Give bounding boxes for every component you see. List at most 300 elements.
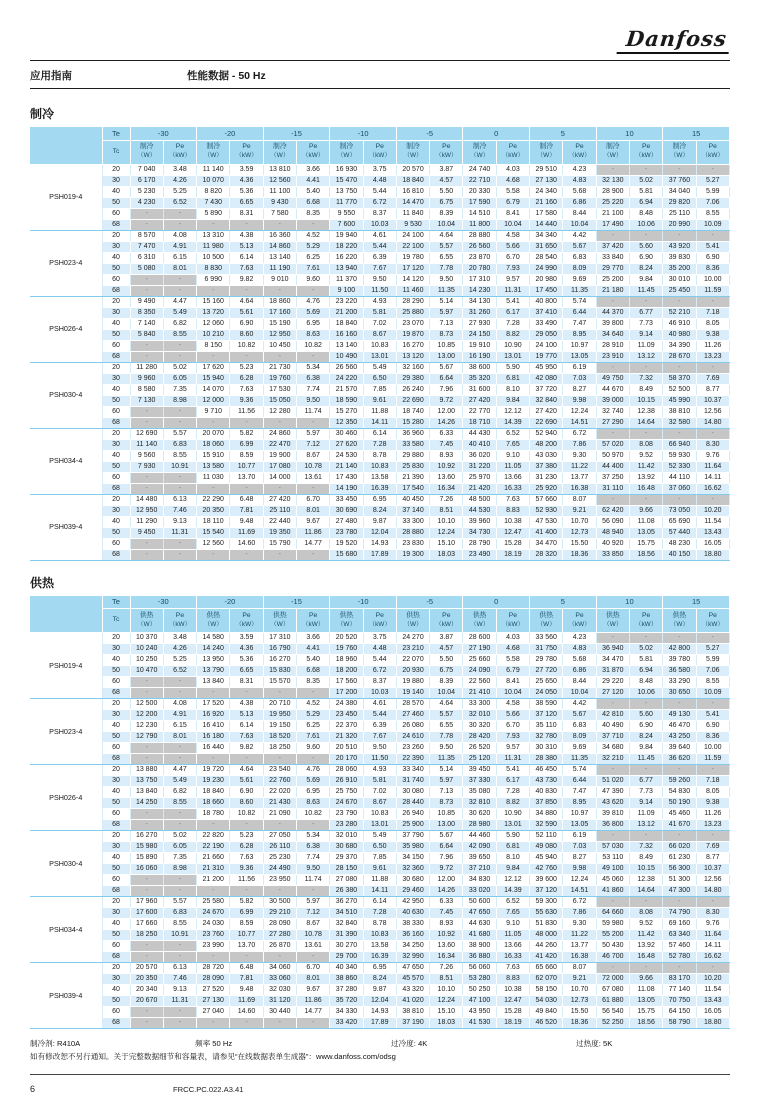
- data-cell: 5.41: [696, 241, 729, 252]
- data-cell: 15 280: [396, 417, 429, 428]
- data-cell: 8.63: [296, 329, 329, 340]
- data-cell: 46 470: [663, 721, 696, 732]
- data-cell: 20 990: [663, 219, 696, 230]
- data-cell: 11 770: [330, 197, 363, 208]
- data-cell: 7.35: [163, 384, 196, 395]
- data-cell: 8.51: [430, 505, 463, 516]
- data-cell: 11.08: [629, 985, 662, 996]
- power-column-header: Pe （kW）: [163, 140, 196, 164]
- data-cell: 11 030: [197, 472, 230, 483]
- data-cell: 10.37: [696, 395, 729, 406]
- data-cell: 5.66: [496, 710, 529, 721]
- data-cell: -: [130, 285, 163, 296]
- data-cell: 25 650: [530, 677, 563, 688]
- data-cell: 4.38: [230, 699, 263, 710]
- data-cell: 5.57: [163, 897, 196, 908]
- data-cell: 20 570: [396, 164, 429, 175]
- data-cell: 15 270: [330, 406, 363, 417]
- data-cell: 10.83: [363, 930, 396, 941]
- data-cell: 42 080: [530, 373, 563, 384]
- data-cell: 23 220: [330, 296, 363, 307]
- data-cell: 4.42: [563, 699, 596, 710]
- data-cell: -: [629, 765, 662, 776]
- data-cell: 30 270: [330, 941, 363, 952]
- data-cell: 37 420: [596, 241, 629, 252]
- data-cell: 24 530: [330, 450, 363, 461]
- te-value-header: -20: [197, 127, 264, 140]
- data-cell: 22 760: [263, 776, 296, 787]
- data-cell: 8.83: [496, 505, 529, 516]
- model-block: [30, 296, 730, 362]
- data-cell: -: [197, 886, 230, 897]
- data-cell: 45 940: [530, 853, 563, 864]
- data-cell: 12 000: [197, 395, 230, 406]
- data-cell: 16 360: [263, 230, 296, 241]
- power-column-header: Pe （kW）: [629, 140, 662, 164]
- data-cell: 4.61: [363, 230, 396, 241]
- data-cell: 9.72: [430, 864, 463, 875]
- data-cell: 21 200: [197, 875, 230, 886]
- data-cell: 5.99: [696, 655, 729, 666]
- data-cell: -: [130, 941, 163, 952]
- data-cell: 23 450: [330, 710, 363, 721]
- te-value-header: 0: [463, 127, 530, 140]
- data-cell: 18 590: [330, 395, 363, 406]
- data-cell: 32 010: [330, 831, 363, 842]
- data-cell: -: [163, 549, 196, 560]
- data-cell: 32 840: [530, 395, 563, 406]
- data-cell: 7.61: [296, 732, 329, 743]
- data-cell: 7.69: [696, 842, 729, 853]
- data-cell: -: [130, 743, 163, 754]
- data-cell: 32 740: [596, 406, 629, 417]
- data-cell: 5.57: [430, 710, 463, 721]
- data-cell: 38 590: [530, 699, 563, 710]
- tc-value: 50: [102, 527, 130, 538]
- table-row: [30, 483, 730, 494]
- data-cell: 7.67: [363, 732, 396, 743]
- data-cell: 22 370: [330, 721, 363, 732]
- data-cell: 37 760: [663, 175, 696, 186]
- data-cell: -: [596, 831, 629, 842]
- data-cell: 30 620: [463, 809, 496, 820]
- data-cell: 7.96: [430, 853, 463, 864]
- data-cell: 6.17: [496, 776, 529, 787]
- data-cell: 32 030: [263, 985, 296, 996]
- data-cell: 13.70: [230, 472, 263, 483]
- capacity-column-header: 供热 （W）: [396, 609, 429, 633]
- data-cell: 14 190: [330, 483, 363, 494]
- data-cell: 16.05: [696, 538, 729, 549]
- table-row: [30, 666, 730, 677]
- data-cell: 23 910: [596, 351, 629, 362]
- data-cell: 29 370: [330, 853, 363, 864]
- data-cell: 6.33: [430, 428, 463, 439]
- data-cell: 17 580: [530, 208, 563, 219]
- data-cell: 33 300: [396, 516, 429, 527]
- data-cell: -: [230, 1018, 263, 1029]
- data-cell: 11 190: [263, 263, 296, 274]
- data-cell: 41 670: [663, 820, 696, 831]
- data-cell: 8.36: [696, 732, 729, 743]
- data-cell: 13.12: [629, 351, 662, 362]
- data-cell: 9 010: [263, 274, 296, 285]
- data-cell: 5.40: [296, 655, 329, 666]
- data-cell: 30 680: [396, 875, 429, 886]
- data-cell: 10 450: [263, 340, 296, 351]
- data-cell: 20 330: [463, 186, 496, 197]
- data-cell: -: [230, 952, 263, 963]
- data-cell: 7.93: [496, 732, 529, 743]
- data-cell: 57 440: [663, 527, 696, 538]
- data-cell: 72 000: [596, 974, 629, 985]
- data-cell: 7.18: [696, 776, 729, 787]
- data-cell: 6.39: [363, 721, 396, 732]
- data-cell: 13.70: [230, 941, 263, 952]
- data-cell: 52 930: [530, 505, 563, 516]
- data-cell: -: [230, 351, 263, 362]
- data-cell: 5.74: [563, 765, 596, 776]
- data-cell: 4.47: [163, 765, 196, 776]
- data-cell: 3.48: [163, 164, 196, 175]
- data-cell: 33 450: [330, 494, 363, 505]
- data-cell: 8.55: [163, 919, 196, 930]
- data-cell: 48 000: [530, 930, 563, 941]
- data-cell: 3.87: [430, 164, 463, 175]
- data-cell: 9.50: [430, 743, 463, 754]
- data-cell: 24 050: [530, 688, 563, 699]
- data-cell: 7.69: [696, 373, 729, 384]
- data-cell: 18.03: [430, 1018, 463, 1029]
- data-cell: 4.47: [163, 296, 196, 307]
- data-cell: 16.38: [563, 952, 596, 963]
- tc-value: 60: [102, 538, 130, 549]
- data-cell: -: [696, 897, 729, 908]
- data-cell: 19 760: [263, 373, 296, 384]
- data-cell: 29 880: [396, 450, 429, 461]
- data-cell: 41 020: [396, 996, 429, 1007]
- data-cell: 8.31: [230, 208, 263, 219]
- data-cell: 45 570: [396, 974, 429, 985]
- data-cell: 50 970: [596, 450, 629, 461]
- data-cell: 8.39: [430, 208, 463, 219]
- data-cell: 8.82: [496, 798, 529, 809]
- data-cell: 10 240: [130, 644, 163, 655]
- tc-value: 50: [102, 329, 130, 340]
- data-cell: -: [696, 230, 729, 241]
- header-rule-bottom: [30, 88, 730, 89]
- data-cell: 10.77: [230, 461, 263, 472]
- table-row: [30, 428, 730, 439]
- data-cell: 8.93: [430, 919, 463, 930]
- data-cell: 26 560: [463, 241, 496, 252]
- data-cell: -: [130, 1018, 163, 1029]
- data-cell: 12.04: [363, 527, 396, 538]
- table-row: [30, 886, 730, 897]
- data-cell: 30 460: [330, 428, 363, 439]
- data-cell: 8.24: [629, 732, 662, 743]
- data-cell: 13.05: [629, 527, 662, 538]
- data-cell: 38 810: [396, 1007, 429, 1018]
- data-cell: 10.09: [696, 688, 729, 699]
- data-cell: 64 150: [663, 1007, 696, 1018]
- data-cell: -: [696, 428, 729, 439]
- data-cell: 7.47: [563, 787, 596, 798]
- data-cell: 7.85: [363, 384, 396, 395]
- data-cell: 23 210: [396, 644, 429, 655]
- header-rule-top: [30, 60, 730, 61]
- data-cell: 9.13: [163, 985, 196, 996]
- data-cell: 9.38: [696, 329, 729, 340]
- data-cell: 6.99: [230, 439, 263, 450]
- data-cell: 33 420: [330, 1018, 363, 1029]
- data-cell: 26 910: [330, 776, 363, 787]
- data-cell: -: [629, 831, 662, 842]
- data-cell: 13.43: [696, 996, 729, 1007]
- data-cell: 59 980: [596, 919, 629, 930]
- data-cell: 40 920: [596, 538, 629, 549]
- data-cell: 11.09: [629, 809, 662, 820]
- data-cell: -: [296, 483, 329, 494]
- data-cell: 13.61: [296, 472, 329, 483]
- data-cell: 11.31: [496, 754, 529, 765]
- data-cell: 7.03: [563, 373, 596, 384]
- data-cell: 6.55: [430, 721, 463, 732]
- data-cell: 6.72: [563, 428, 596, 439]
- model-name: PSH019-4: [30, 633, 102, 699]
- data-cell: -: [596, 699, 629, 710]
- data-cell: 13 720: [197, 307, 230, 318]
- data-cell: 12 790: [130, 732, 163, 743]
- data-cell: 17 200: [330, 688, 363, 699]
- capacity-column-header: 供热 （W）: [663, 609, 696, 633]
- power-column-header: Pe （kW）: [363, 609, 396, 633]
- tc-value: 30: [102, 842, 130, 853]
- data-cell: 66 020: [663, 842, 696, 853]
- data-cell: 4.83: [563, 644, 596, 655]
- tc-value: 40: [102, 384, 130, 395]
- data-cell: 11.50: [363, 285, 396, 296]
- data-cell: 22 440: [263, 516, 296, 527]
- data-cell: 17 080: [263, 461, 296, 472]
- data-cell: 29 820: [663, 197, 696, 208]
- model-name: PSH034-4: [30, 897, 102, 963]
- data-cell: -: [263, 688, 296, 699]
- data-cell: 7.45: [430, 908, 463, 919]
- data-cell: 11.22: [563, 930, 596, 941]
- data-cell: 17.89: [363, 1018, 396, 1029]
- data-cell: 31 650: [530, 241, 563, 252]
- data-cell: 26 380: [330, 886, 363, 897]
- tc-value: 30: [102, 175, 130, 186]
- data-cell: 10.00: [696, 743, 729, 754]
- data-cell: 13 810: [263, 164, 296, 175]
- data-cell: 36 580: [663, 666, 696, 677]
- data-cell: -: [230, 417, 263, 428]
- data-cell: 10.90: [496, 809, 529, 820]
- data-cell: 21 730: [263, 362, 296, 373]
- data-cell: 34 470: [596, 655, 629, 666]
- data-cell: 16 920: [197, 710, 230, 721]
- data-cell: 9.52: [629, 450, 662, 461]
- data-cell: 9.21: [563, 974, 596, 985]
- data-cell: 12.00: [430, 406, 463, 417]
- data-cell: 7 130: [130, 395, 163, 406]
- tc-value: 30: [102, 505, 130, 516]
- tc-value: 20: [102, 633, 130, 644]
- data-cell: 8.01: [163, 263, 196, 274]
- data-cell: 6.14: [230, 721, 263, 732]
- data-cell: 7 470: [130, 241, 163, 252]
- data-cell: 10.91: [163, 461, 196, 472]
- data-cell: 23 540: [263, 765, 296, 776]
- power-column-header: Pe （kW）: [496, 140, 529, 164]
- data-cell: 6.50: [363, 373, 396, 384]
- data-cell: 7 600: [330, 219, 363, 230]
- tc-value: 30: [102, 307, 130, 318]
- power-column-header: Pe （kW）: [563, 140, 596, 164]
- tc-value: 40: [102, 186, 130, 197]
- data-cell: -: [263, 1018, 296, 1029]
- data-cell: 8.05: [696, 318, 729, 329]
- data-cell: 34 040: [663, 186, 696, 197]
- model-block: [30, 897, 730, 963]
- data-cell: 27 120: [596, 688, 629, 699]
- data-cell: 4.26: [163, 644, 196, 655]
- tc-value: 68: [102, 417, 130, 428]
- data-cell: 17 120: [396, 263, 429, 274]
- data-cell: 11.69: [230, 527, 263, 538]
- data-cell: 14.26: [430, 417, 463, 428]
- tc-value: 68: [102, 952, 130, 963]
- data-cell: 10.91: [163, 930, 196, 941]
- data-cell: 8.55: [163, 329, 196, 340]
- data-cell: 25 970: [463, 472, 496, 483]
- data-cell: 11.56: [230, 875, 263, 886]
- data-cell: 18 220: [330, 241, 363, 252]
- data-cell: 6.70: [296, 963, 329, 974]
- data-cell: 12.47: [496, 527, 529, 538]
- data-cell: 56 090: [596, 516, 629, 527]
- data-cell: 6.14: [230, 252, 263, 263]
- data-cell: 30 650: [663, 688, 696, 699]
- tc-label: Tc: [102, 140, 130, 164]
- data-cell: 18 250: [263, 743, 296, 754]
- data-cell: 13.05: [563, 351, 596, 362]
- data-cell: 6.52: [496, 897, 529, 908]
- data-cell: 5.61: [230, 776, 263, 787]
- data-cell: 23 830: [396, 538, 429, 549]
- data-cell: 31 740: [396, 776, 429, 787]
- data-cell: 12 560: [197, 538, 230, 549]
- data-cell: 21 320: [330, 732, 363, 743]
- data-cell: 20 980: [530, 274, 563, 285]
- data-cell: 14 070: [197, 384, 230, 395]
- data-cell: 11 370: [330, 274, 363, 285]
- data-cell: 9 530: [396, 219, 429, 230]
- capacity-column-header: 制冷 （W）: [197, 140, 230, 164]
- table-row: [30, 853, 730, 864]
- data-cell: 21 390: [396, 472, 429, 483]
- data-cell: 5.49: [363, 831, 396, 842]
- data-cell: 10.85: [430, 340, 463, 351]
- data-cell: 50 250: [463, 985, 496, 996]
- data-cell: 66 940: [663, 439, 696, 450]
- data-cell: 37 060: [663, 483, 696, 494]
- data-cell: 23 950: [263, 875, 296, 886]
- data-cell: -: [130, 219, 163, 230]
- data-cell: 34 510: [330, 908, 363, 919]
- data-cell: 25 200: [596, 274, 629, 285]
- power-column-header: Pe （kW）: [496, 609, 529, 633]
- data-cell: 17 660: [130, 919, 163, 930]
- data-cell: 11.22: [563, 461, 596, 472]
- data-cell: 24 490: [263, 864, 296, 875]
- table-row: [30, 985, 730, 996]
- data-cell: 19 780: [396, 252, 429, 263]
- data-cell: 65 690: [663, 516, 696, 527]
- data-cell: 52 780: [663, 952, 696, 963]
- data-cell: 11.64: [696, 930, 729, 941]
- data-cell: 11.56: [230, 406, 263, 417]
- data-cell: 14.11: [363, 417, 396, 428]
- data-cell: 12.73: [563, 527, 596, 538]
- data-cell: 4.61: [363, 699, 396, 710]
- data-cell: 29 770: [596, 263, 629, 274]
- data-cell: 44 400: [596, 461, 629, 472]
- data-cell: 13.66: [496, 941, 529, 952]
- data-cell: 6.81: [496, 373, 529, 384]
- data-cell: -: [596, 765, 629, 776]
- data-cell: 15.50: [563, 538, 596, 549]
- data-cell: 13.23: [696, 351, 729, 362]
- table-row: [30, 549, 730, 560]
- data-cell: 27 720: [530, 666, 563, 677]
- data-cell: -: [296, 820, 329, 831]
- data-cell: 6.52: [163, 197, 196, 208]
- data-cell: 8.24: [629, 263, 662, 274]
- data-cell: 62 420: [596, 505, 629, 516]
- data-cell: 27 460: [396, 710, 429, 721]
- data-cell: 28 880: [463, 230, 496, 241]
- data-cell: 23 870: [463, 252, 496, 263]
- data-cell: 27 620: [330, 439, 363, 450]
- data-cell: 6.86: [563, 666, 596, 677]
- data-cell: 16.34: [430, 483, 463, 494]
- data-cell: 9 550: [330, 208, 363, 219]
- data-cell: 5.67: [430, 831, 463, 842]
- data-cell: 20 670: [130, 996, 163, 1007]
- data-cell: 21 410: [463, 688, 496, 699]
- data-cell: -: [197, 549, 230, 560]
- data-cell: 7 140: [130, 318, 163, 329]
- data-cell: 22 820: [197, 831, 230, 842]
- data-cell: 7.47: [563, 318, 596, 329]
- tc-value: 50: [102, 197, 130, 208]
- subcooling-spec: 过冷度: 4K: [391, 1039, 428, 1048]
- data-cell: 58 150: [530, 985, 563, 996]
- data-cell: -: [130, 875, 163, 886]
- tc-value: 50: [102, 930, 130, 941]
- data-cell: 6.25: [296, 721, 329, 732]
- data-cell: 20 350: [130, 974, 163, 985]
- data-cell: -: [296, 754, 329, 765]
- data-cell: -: [130, 952, 163, 963]
- data-cell: 8.37: [363, 677, 396, 688]
- table-row: [30, 450, 730, 461]
- tc-value: 30: [102, 644, 130, 655]
- data-cell: 39 810: [596, 809, 629, 820]
